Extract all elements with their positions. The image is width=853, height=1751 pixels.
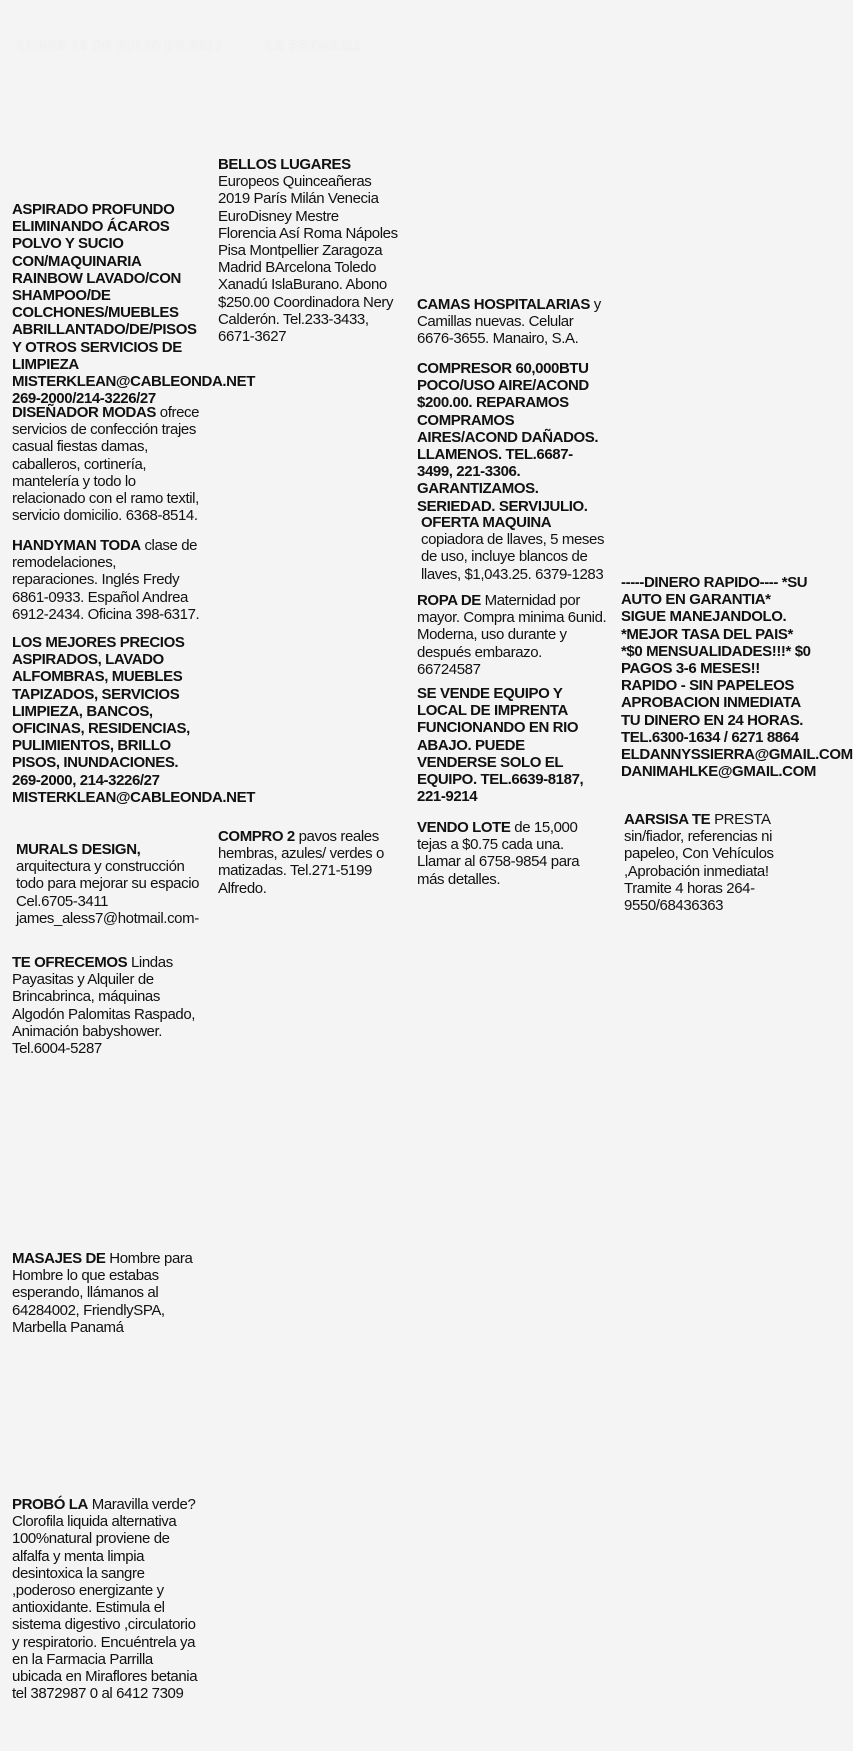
ad-te-ofrecemos: TE OFRECEMOS Lindas Payasitas y Alquiler de Brincabrinca, máquinas Algodón Palomitas Raspado, Animación babyshower. Tel.6004-5287	[12, 954, 196, 1058]
ad-probo-la: PROBÓ LA Maravilla verde? Clorofila liquida alternativa 100%natural proviene de alfalfa y menta limpia desintoxica la sangre ,poderoso energizante y antioxidante. Estimula el sistema digestivo ,circulatorio y respiratorio. Encuéntrela ya en la Farmacia Parrilla ubicada en Miraflores betania tel 3872987 0 al 6412 7309	[12, 1496, 198, 1703]
ad-compresor: COMPRESOR 60,000BTU POCO/USO AIRE/ACOND $200.00. REPARAMOS COMPRAMOS AIRES/ACOND DAÑADOS. LLAMENOS. TEL.6687-3499, 221-3306. GARANTIZAMOS. SERIEDAD. SERVIJULIO.	[417, 360, 599, 515]
ad-camas-hospitalarias: CAMAS HOSPITALARIAS y Camillas nuevas. Celular 6676-3655. Manairo, S.A.	[417, 296, 601, 348]
ad-aarsisa: AARSISA TE PRESTA sin/fiador, referencias ni papeleo, Con Vehículos ,Aprobación inmediata! Tramite 4 horas 264-9550/68436363	[624, 811, 774, 915]
ad-dinero-rapido: -----DINERO RAPIDO---- *SU AUTO EN GARANTIA* SIGUE MANEJANDOLO. *MEJOR TASA DEL PAIS* *$0 MENSUALIDADES!!!* $0 PAGOS 3-6 MESES!! RAPIDO - SIN PAPELEOS APROBACION INMEDIATA TU DINERO EN 24 HORAS. TEL.6300-1634 / 6271 8864 ELDANNYSSIERRA@GMAIL.COM DANIMAHLKE@GMAIL.COM	[621, 574, 853, 781]
ad-disenador-modas: DISEÑADOR MODAS ofrece servicios de confección trajes casual fiestas damas, caballeros, cortinería, mantelería y todo lo relacionado con el ramo textil, servicio domicilio. 6368-8514.	[12, 404, 200, 525]
ad-se-vende-equipo: SE VENDE EQUIPO Y LOCAL DE IMPRENTA FUNCIONANDO EN RIO ABAJO. PUEDE VENDERSE SOLO EL EQUIPO. TEL.6639-8187, 221-9214	[417, 685, 584, 806]
header-page-number: 11	[346, 38, 362, 53]
ad-bellos-lugares: BELLOS LUGARES Europeos Quinceañeras 2019 París Milán Venecia EuroDisney Mestre Florencia Así Roma Nápoles Pisa Montpellier Zaragoza Madrid BArcelona Toledo Xanadú IslaBurano. Abono $250.00 Coordinadora Nery Calderón. Tel.233-3433, 6671-3627	[218, 156, 398, 346]
ad-ropa: ROPA DE Maternidad por mayor. Compra minima 6unid. Moderna, uso durante y después embarazo. 66724587	[417, 592, 607, 678]
ad-oferta-maquina: OFERTA MAQUINA copiadora de llaves, 5 meses de uso, incluye blancos de llaves, $1,043.25. 6379-1283	[421, 514, 605, 583]
ad-compro: COMPRO 2 pavos reales hembras, azules/ verdes o matizadas. Tel.271-5199 Alfredo.	[218, 828, 384, 897]
header-paper: LA PRENSA	[266, 38, 350, 53]
header-date: LUNES 10 DE JULIO DE 2017	[18, 38, 223, 53]
ad-handyman: HANDYMAN TODA clase de remodelaciones, reparaciones. Inglés Fredy 6861-0933. Español Andrea 6912-2434. Oficina 398-6317.	[12, 537, 200, 623]
ad-aspirado: ASPIRADO PROFUNDO ELIMINANDO ÁCAROS POLVO Y SUCIO CON/MAQUINARIA RAINBOW LAVADO/CON SHAMPOO/DE COLCHONES/MUEBLES ABRILLANTADO/DE/PISOS Y OTROS SERVICIOS DE LIMPIEZA MISTERKLEAN@CABLEONDA.NET 269-2000/214-3226/27	[12, 201, 255, 408]
ad-vendo-lote: VENDO LOTE de 15,000 tejas a $0.75 cada una. Llamar al 6758-9854 para más detalles.	[417, 819, 580, 888]
ad-mejores-precios: LOS MEJORES PRECIOS ASPIRADOS, LAVADO ALFOMBRAS, MUEBLES TAPIZADOS, SERVICIOS LIMPIEZA, BANCOS, OFICINAS, RESIDENCIAS, PULIMIENTOS, BRILLO PISOS, INUNDACIONES. 269-2000, 214-3226/27 MISTERKLEAN@CABLEONDA.NET	[12, 634, 255, 806]
ad-masajes: MASAJES DE Hombre para Hombre lo que estabas esperando, llámanos al 64284002, FriendlySPA, Marbella Panamá	[12, 1250, 193, 1336]
ad-murals-design: MURALS DESIGN, arquitectura y construcción todo para mejorar su espacio Cel.6705-3411 james_aless7@hotmail.com-	[16, 841, 200, 927]
